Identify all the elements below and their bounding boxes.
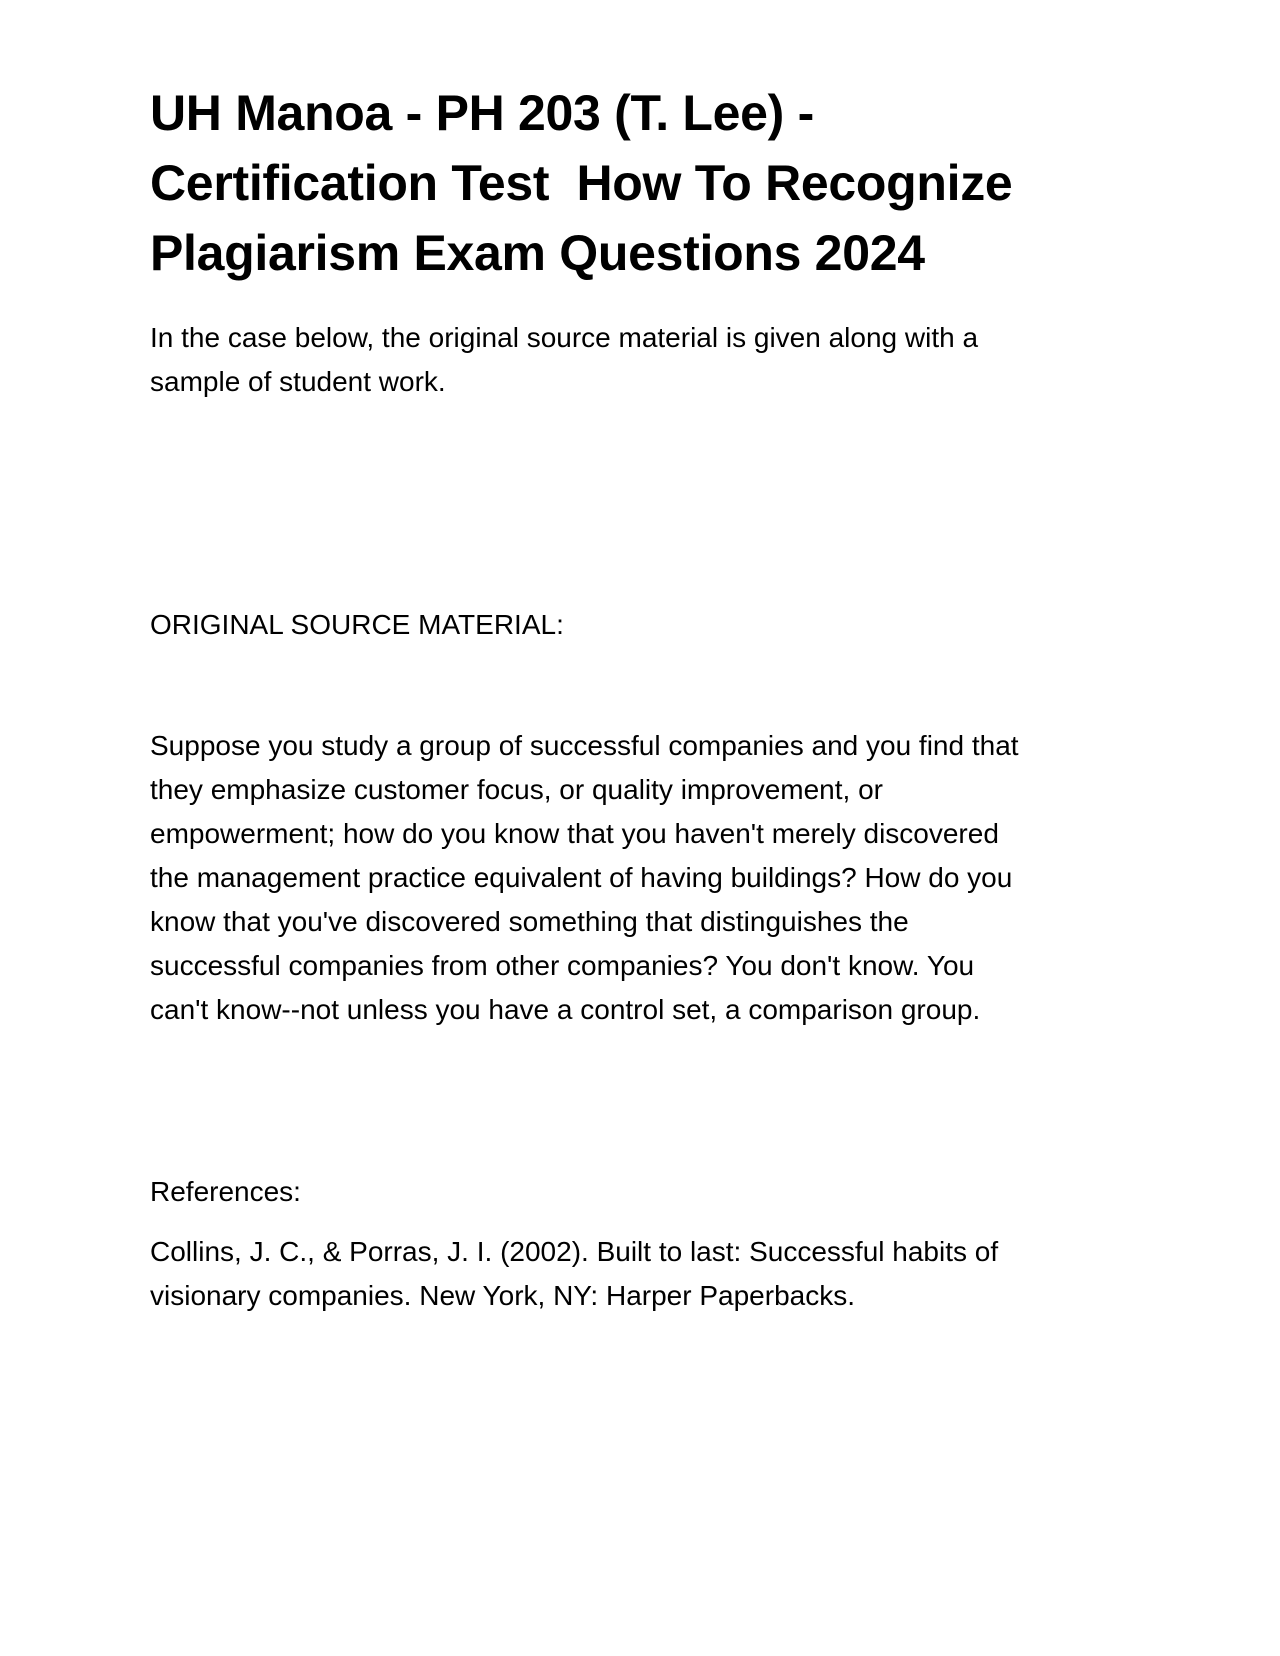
title-line: Certification Test How To Recognize bbox=[150, 155, 1013, 211]
reference-entry bbox=[150, 1230, 1110, 1318]
source-line: know that you've discovered something that distinguishes the bbox=[150, 906, 909, 937]
reference-line: Collins, J. C., & Porras, J. I. (2002). Built to last: Successful habits of bbox=[150, 1236, 999, 1267]
reference-line: visionary companies. New York, NY: Harper Paperbacks. bbox=[150, 1280, 855, 1311]
intro-paragraph bbox=[150, 316, 1110, 404]
source-line: the management practice equivalent of having buildings? How do you bbox=[150, 862, 1013, 893]
source-line: can't know--not unless you have a control set, a comparison group. bbox=[150, 994, 981, 1025]
intro-line: In the case below, the original source material is given along with a bbox=[150, 322, 979, 353]
source-heading: ORIGINAL SOURCE MATERIAL: bbox=[150, 609, 564, 640]
source-line: they emphasize customer focus, or quality improvement, or bbox=[150, 774, 883, 805]
source-line: empowerment; how do you know that you haven't merely discovered bbox=[150, 818, 999, 849]
source-paragraph bbox=[150, 724, 1110, 1032]
references-heading: References: bbox=[150, 1176, 301, 1207]
source-line: successful companies from other companies? You don't know. You bbox=[150, 950, 975, 981]
document-title bbox=[150, 78, 1110, 288]
intro-line: sample of student work. bbox=[150, 366, 446, 397]
title-line: Plagiarism Exam Questions 2024 bbox=[150, 225, 925, 281]
title-line: UH Manoa - PH 203 (T. Lee) - bbox=[150, 85, 814, 141]
source-line: Suppose you study a group of successful companies and you find that bbox=[150, 730, 1019, 761]
